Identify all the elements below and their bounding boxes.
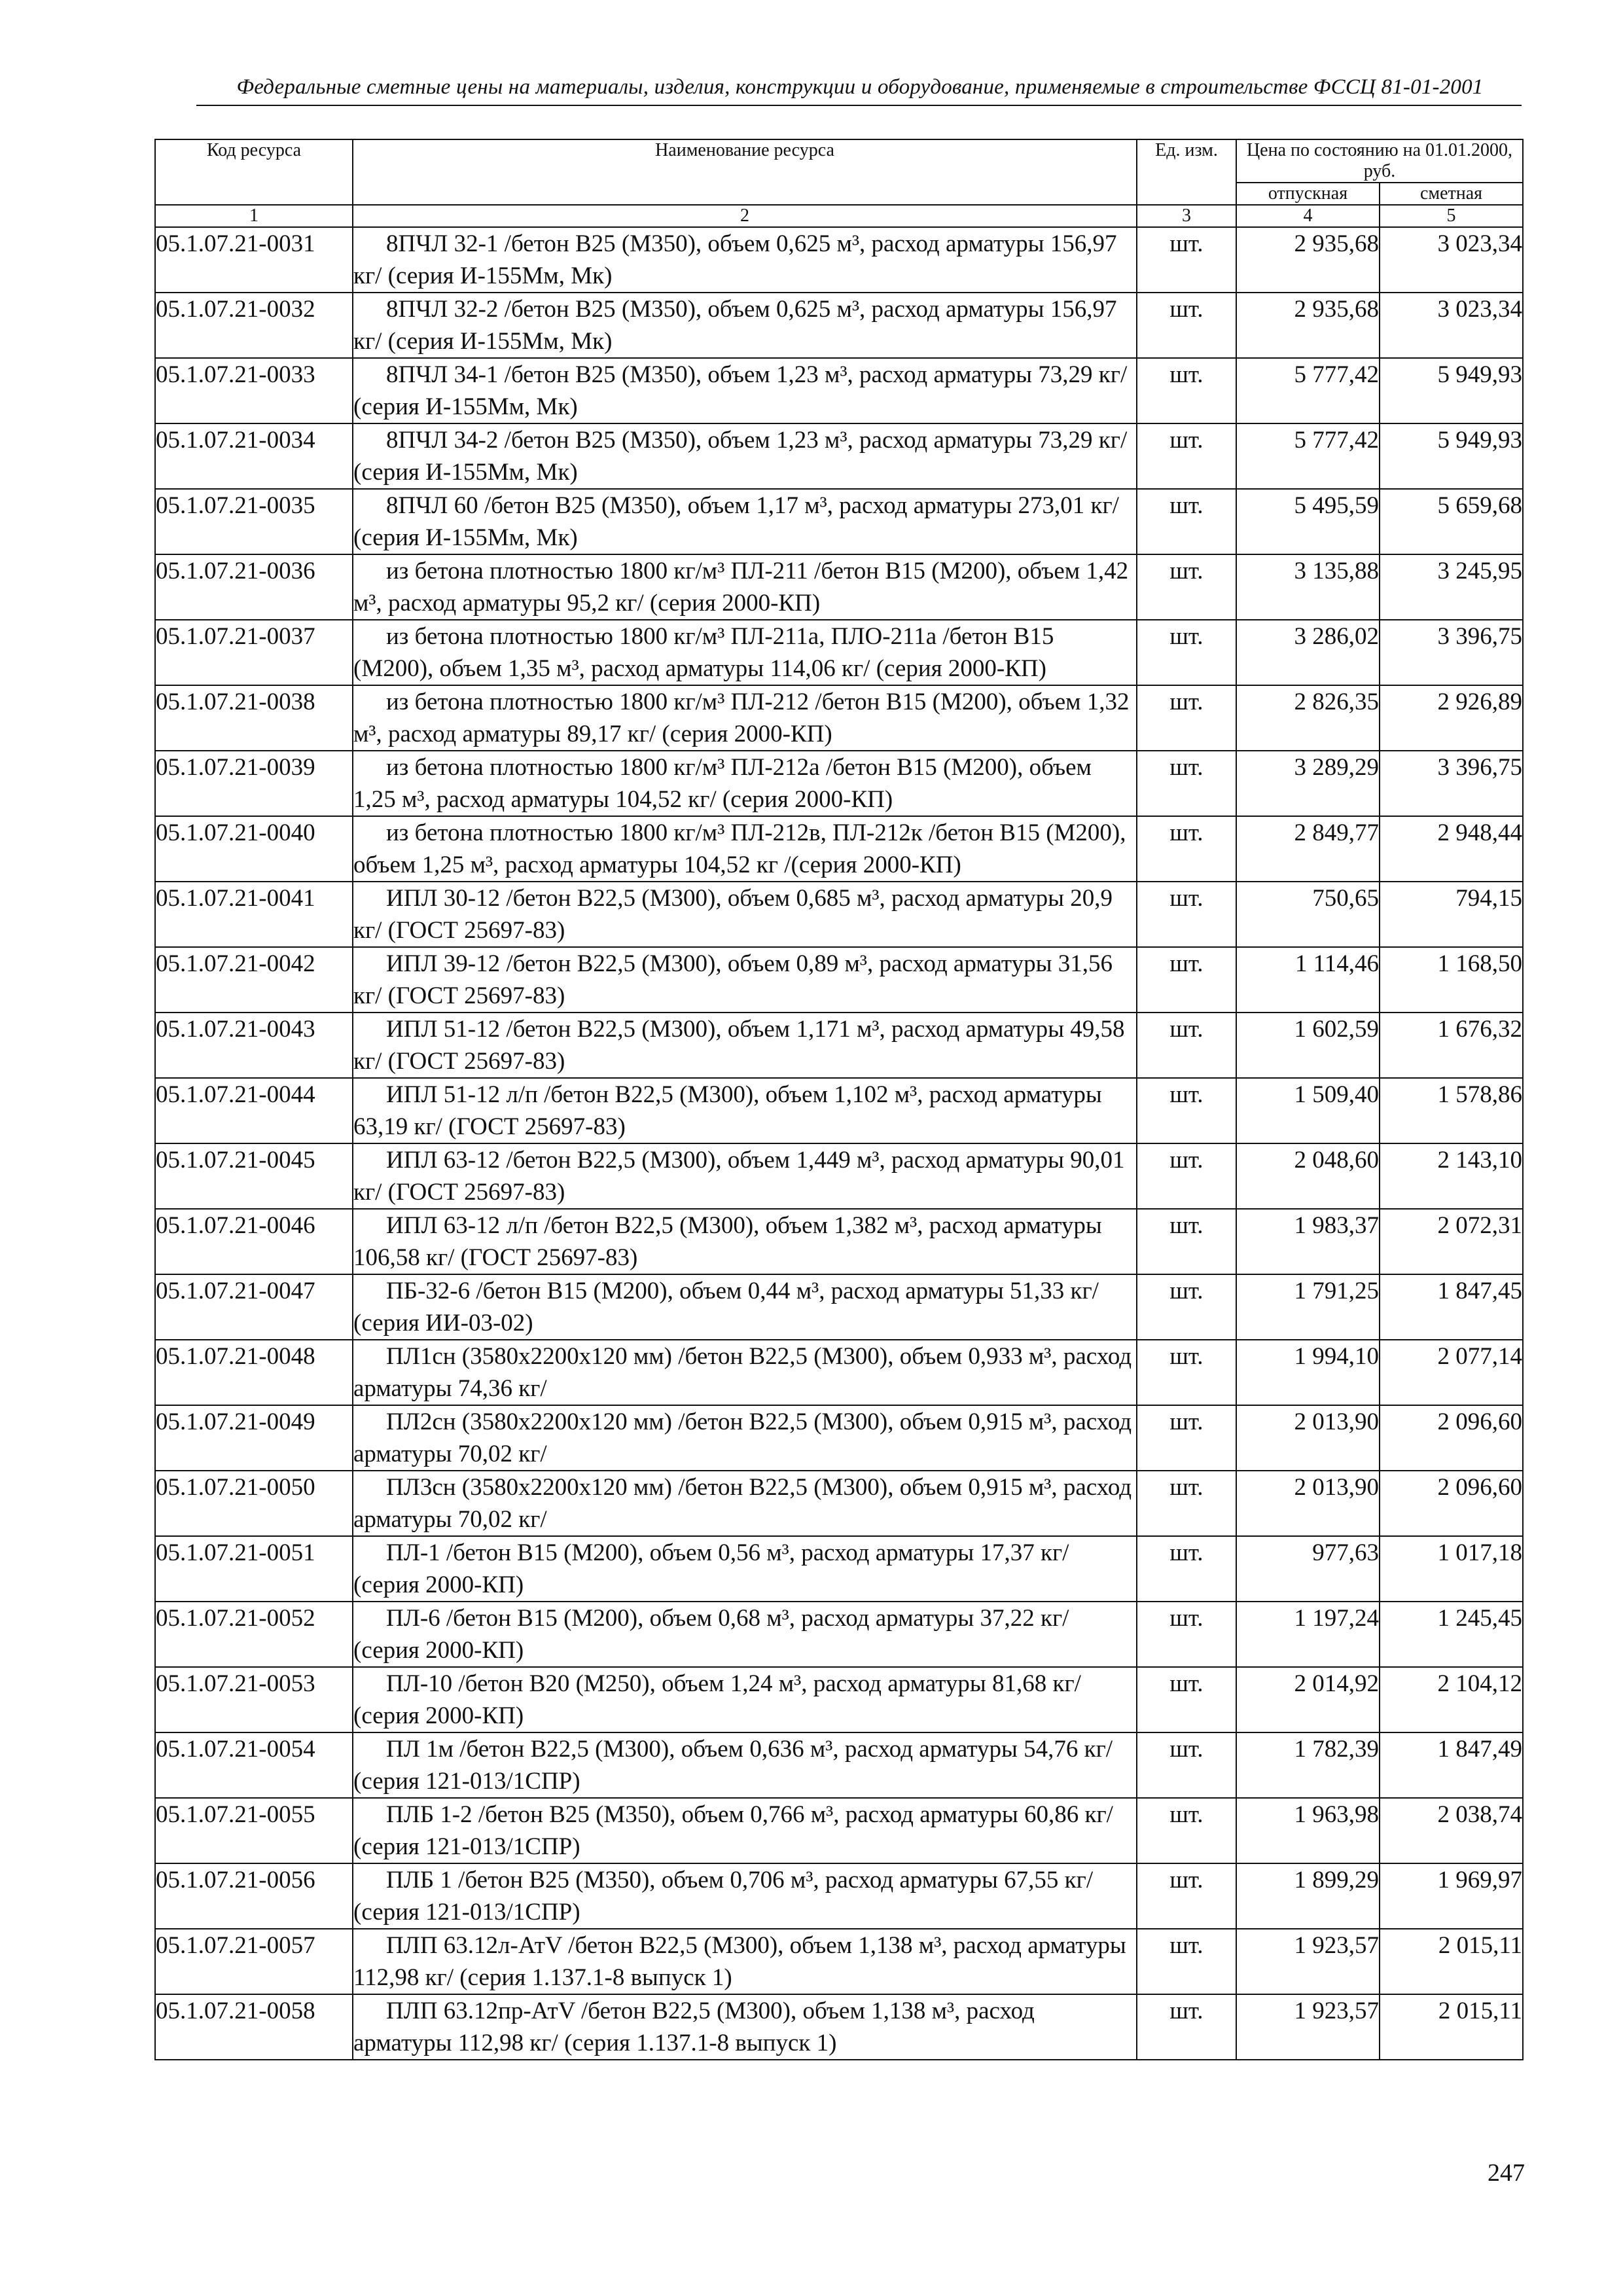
estimate-price-cell: 794,15	[1380, 882, 1523, 947]
estimate-price-cell: 2 143,10	[1380, 1143, 1523, 1209]
resource-code-cell: 05.1.07.21-0045	[155, 1143, 353, 1209]
unit-cell: шт.	[1137, 554, 1236, 620]
unit-cell: шт.	[1137, 227, 1236, 293]
resource-name-cell: из бетона плотностью 1800 кг/м³ ПЛ-212в, ПЛ-212к /бетон В15 (М200), объем 1,25 м³, расход арматуры 104,52 кг /(серия 2000-КП)	[353, 816, 1137, 882]
table-row	[155, 816, 1523, 882]
estimate-price-cell: 1 847,45	[1380, 1274, 1523, 1340]
release-price-cell: 2 849,77	[1236, 816, 1380, 882]
resource-code-cell: 05.1.07.21-0044	[155, 1078, 353, 1143]
release-price-cell: 1 114,46	[1236, 947, 1380, 1013]
resource-name-cell: ИПЛ 51-12 /бетон В22,5 (М300), объем 1,171 м³, расход арматуры 49,58 кг/ (ГОСТ 25697-83)	[353, 1013, 1137, 1078]
release-price-cell: 1 994,10	[1236, 1340, 1380, 1405]
table-row	[155, 1536, 1523, 1602]
col-number-3: 3	[1137, 205, 1236, 227]
resource-name-cell: ПЛ 1м /бетон В22,5 (М300), объем 0,636 м³, расход арматуры 54,76 кг/ (серия 121-013/1СПР)	[353, 1732, 1137, 1798]
table-row	[155, 751, 1523, 816]
unit-cell: шт.	[1137, 1209, 1236, 1274]
unit-cell: шт.	[1137, 685, 1236, 751]
unit-cell: шт.	[1137, 751, 1236, 816]
unit-cell: шт.	[1137, 947, 1236, 1013]
release-price-cell: 2 013,90	[1236, 1405, 1380, 1471]
release-price-cell: 1 197,24	[1236, 1602, 1380, 1667]
release-price-cell: 1 782,39	[1236, 1732, 1380, 1798]
col-number-1: 1	[155, 205, 353, 227]
estimate-price-cell: 1 168,50	[1380, 947, 1523, 1013]
unit-cell: шт.	[1137, 1863, 1236, 1929]
resource-name-cell: 8ПЧЛ 34-1 /бетон В25 (М350), объем 1,23 м³, расход арматуры 73,29 кг/ (серия И-155Мм, Мк)	[353, 358, 1137, 423]
resource-name-cell: ИПЛ 63-12 /бетон В22,5 (М300), объем 1,449 м³, расход арматуры 90,01 кг/ (ГОСТ 25697-83)	[353, 1143, 1137, 1209]
document-running-header: Федеральные сметные цены на материалы, изделия, конструкции и оборудование, применяемые в строительстве ФССЦ 81-01-2001	[236, 75, 1484, 99]
table-row	[155, 685, 1523, 751]
estimate-price-cell: 2 072,31	[1380, 1209, 1523, 1274]
resource-name-cell: ИПЛ 63-12 л/п /бетон В22,5 (М300), объем 1,382 м³, расход арматуры 106,58 кг/ (ГОСТ 25697-83)	[353, 1209, 1137, 1274]
resource-name-cell: ПЛ3сн (3580х2200х120 мм) /бетон В22,5 (М300), объем 0,915 м³, расход арматуры 70,02 кг/	[353, 1471, 1137, 1536]
resource-name-cell: ПЛ-1 /бетон В15 (М200), объем 0,56 м³, расход арматуры 17,37 кг/ (серия 2000-КП)	[353, 1536, 1137, 1602]
col-number-4: 4	[1236, 205, 1380, 227]
resource-name-cell: 8ПЧЛ 34-2 /бетон В25 (М350), объем 1,23 м³, расход арматуры 73,29 кг/ (серия И-155Мм, Мк)	[353, 423, 1137, 489]
table-row	[155, 1274, 1523, 1340]
estimate-price-cell: 2 926,89	[1380, 685, 1523, 751]
release-price-cell: 5 495,59	[1236, 489, 1380, 554]
resource-code-cell: 05.1.07.21-0040	[155, 816, 353, 882]
unit-cell: шт.	[1137, 1994, 1236, 2060]
table-row	[155, 489, 1523, 554]
resource-code-cell: 05.1.07.21-0035	[155, 489, 353, 554]
resource-name-cell: ПЛ2сн (3580х2200х120 мм) /бетон В22,5 (М300), объем 0,915 м³, расход арматуры 70,02 кг/	[353, 1405, 1137, 1471]
table-row	[155, 1078, 1523, 1143]
resource-name-cell: ПЛ-6 /бетон В15 (М200), объем 0,68 м³, расход арматуры 37,22 кг/ (серия 2000-КП)	[353, 1602, 1137, 1667]
release-price-cell: 1 923,57	[1236, 1929, 1380, 1994]
resource-code-cell: 05.1.07.21-0036	[155, 554, 353, 620]
release-price-cell: 5 777,42	[1236, 423, 1380, 489]
release-price-cell: 750,65	[1236, 882, 1380, 947]
unit-cell: шт.	[1137, 358, 1236, 423]
resource-code-cell: 05.1.07.21-0031	[155, 227, 353, 293]
table-row	[155, 227, 1523, 293]
release-price-cell: 1 899,29	[1236, 1863, 1380, 1929]
resource-code-cell: 05.1.07.21-0039	[155, 751, 353, 816]
resource-name-cell: из бетона плотностью 1800 кг/м³ ПЛ-211а, ПЛО-211а /бетон В15 (М200), объем 1,35 м³, расход арматуры 114,06 кг/ (серия 2000-КП)	[353, 620, 1137, 685]
release-price-cell: 1 602,59	[1236, 1013, 1380, 1078]
release-price-cell: 2 935,68	[1236, 227, 1380, 293]
unit-cell: шт.	[1137, 1798, 1236, 1863]
unit-cell: шт.	[1137, 1471, 1236, 1536]
unit-cell: шт.	[1137, 620, 1236, 685]
estimate-price-cell: 2 096,60	[1380, 1471, 1523, 1536]
resource-code-cell: 05.1.07.21-0032	[155, 293, 353, 358]
estimate-price-cell: 3 245,95	[1380, 554, 1523, 620]
resource-name-cell: ПЛП 63.12л-АтV /бетон В22,5 (М300), объем 1,138 м³, расход арматуры 112,98 кг/ (серия 1.137.1-8 выпуск 1)	[353, 1929, 1137, 1994]
release-price-cell: 1 923,57	[1236, 1994, 1380, 2060]
table-row	[155, 1798, 1523, 1863]
resource-name-cell: ПЛБ 1-2 /бетон В25 (М350), объем 0,766 м³, расход арматуры 60,86 кг/ (серия 121-013/1СПР)	[353, 1798, 1137, 1863]
resource-name-cell: 8ПЧЛ 60 /бетон В25 (М350), объем 1,17 м³, расход арматуры 273,01 кг/ (серия И-155Мм, Мк)	[353, 489, 1137, 554]
unit-cell: шт.	[1137, 882, 1236, 947]
resource-name-cell: 8ПЧЛ 32-1 /бетон В25 (М350), объем 0,625 м³, расход арматуры 156,97 кг/ (серия И-155Мм, Мк)	[353, 227, 1137, 293]
table-row	[155, 1340, 1523, 1405]
resource-name-cell: из бетона плотностью 1800 кг/м³ ПЛ-211 /бетон В15 (М200), объем 1,42 м³, расход арматуры 95,2 кг/ (серия 2000-КП)	[353, 554, 1137, 620]
unit-cell: шт.	[1137, 1078, 1236, 1143]
estimate-price-cell: 1 245,45	[1380, 1602, 1523, 1667]
release-price-cell: 3 286,02	[1236, 620, 1380, 685]
estimate-price-cell: 2 015,11	[1380, 1994, 1523, 2060]
unit-cell: шт.	[1137, 1602, 1236, 1667]
col-number-2: 2	[353, 205, 1137, 227]
release-price-cell: 3 135,88	[1236, 554, 1380, 620]
estimate-price-cell: 5 659,68	[1380, 489, 1523, 554]
resource-name-cell: ПЛ1сн (3580х2200х120 мм) /бетон В22,5 (М300), объем 0,933 м³, расход арматуры 74,36 кг/	[353, 1340, 1137, 1405]
col-header-code: Код ресурса	[155, 139, 353, 205]
estimate-price-cell: 1 578,86	[1380, 1078, 1523, 1143]
table-row	[155, 1143, 1523, 1209]
release-price-cell: 5 777,42	[1236, 358, 1380, 423]
estimate-price-cell: 3 023,34	[1380, 227, 1523, 293]
resource-code-cell: 05.1.07.21-0041	[155, 882, 353, 947]
unit-cell: шт.	[1137, 1732, 1236, 1798]
col-header-unit: Ед. изм.	[1137, 139, 1236, 205]
price-table-head	[155, 139, 1523, 227]
resource-name-cell: ИПЛ 51-12 л/п /бетон В22,5 (М300), объем 1,102 м³, расход арматуры 63,19 кг/ (ГОСТ 25697-83)	[353, 1078, 1137, 1143]
price-table-body	[155, 227, 1523, 2060]
estimate-price-cell: 3 396,75	[1380, 751, 1523, 816]
resource-name-cell: 8ПЧЛ 32-2 /бетон В25 (М350), объем 0,625 м³, расход арматуры 156,97 кг/ (серия И-155Мм, Мк)	[353, 293, 1137, 358]
resource-code-cell: 05.1.07.21-0056	[155, 1863, 353, 1929]
release-price-cell: 1 983,37	[1236, 1209, 1380, 1274]
estimate-price-cell: 1 969,97	[1380, 1863, 1523, 1929]
unit-cell: шт.	[1137, 1405, 1236, 1471]
estimate-price-cell: 3 023,34	[1380, 293, 1523, 358]
resource-name-cell: ПЛ-10 /бетон В20 (М250), объем 1,24 м³, расход арматуры 81,68 кг/ (серия 2000-КП)	[353, 1667, 1137, 1732]
estimate-price-cell: 1 676,32	[1380, 1013, 1523, 1078]
table-row	[155, 1994, 1523, 2060]
table-row	[155, 1929, 1523, 1994]
resource-code-cell: 05.1.07.21-0038	[155, 685, 353, 751]
table-row	[155, 1405, 1523, 1471]
estimate-price-cell: 1 017,18	[1380, 1536, 1523, 1602]
resource-code-cell: 05.1.07.21-0037	[155, 620, 353, 685]
resource-code-cell: 05.1.07.21-0034	[155, 423, 353, 489]
col-number-5: 5	[1380, 205, 1523, 227]
resource-code-cell: 05.1.07.21-0042	[155, 947, 353, 1013]
estimate-price-cell: 5 949,93	[1380, 423, 1523, 489]
estimate-price-cell: 5 949,93	[1380, 358, 1523, 423]
estimate-price-cell: 2 096,60	[1380, 1405, 1523, 1471]
resource-code-cell: 05.1.07.21-0051	[155, 1536, 353, 1602]
resource-name-cell: из бетона плотностью 1800 кг/м³ ПЛ-212а /бетон В15 (М200), объем 1,25 м³, расход арматуры 104,52 кг/ (серия 2000-КП)	[353, 751, 1137, 816]
unit-cell: шт.	[1137, 1929, 1236, 1994]
resource-code-cell: 05.1.07.21-0050	[155, 1471, 353, 1536]
release-price-cell: 1 509,40	[1236, 1078, 1380, 1143]
col-header-estimate-price: сметная	[1380, 183, 1523, 205]
header-rule	[196, 105, 1522, 106]
table-row	[155, 1209, 1523, 1274]
resource-code-cell: 05.1.07.21-0057	[155, 1929, 353, 1994]
resource-name-cell: ПЛБ 1 /бетон В25 (М350), объем 0,706 м³, расход арматуры 67,55 кг/ (серия 121-013/1СПР)	[353, 1863, 1137, 1929]
resource-name-cell: из бетона плотностью 1800 кг/м³ ПЛ-212 /бетон В15 (М200), объем 1,32 м³, расход арматуры 89,17 кг/ (серия 2000-КП)	[353, 685, 1137, 751]
release-price-cell: 3 289,29	[1236, 751, 1380, 816]
unit-cell: шт.	[1137, 489, 1236, 554]
resource-code-cell: 05.1.07.21-0054	[155, 1732, 353, 1798]
estimate-price-cell: 2 104,12	[1380, 1667, 1523, 1732]
unit-cell: шт.	[1137, 423, 1236, 489]
estimate-price-cell: 3 396,75	[1380, 620, 1523, 685]
resource-code-cell: 05.1.07.21-0049	[155, 1405, 353, 1471]
unit-cell: шт.	[1137, 816, 1236, 882]
page-number: 247	[1488, 2159, 1525, 2187]
resource-code-cell: 05.1.07.21-0058	[155, 1994, 353, 2060]
table-row	[155, 1732, 1523, 1798]
resource-code-cell: 05.1.07.21-0046	[155, 1209, 353, 1274]
table-row	[155, 882, 1523, 947]
release-price-cell: 2 826,35	[1236, 685, 1380, 751]
table-row	[155, 1013, 1523, 1078]
unit-cell: шт.	[1137, 1143, 1236, 1209]
table-row	[155, 947, 1523, 1013]
release-price-cell: 1 791,25	[1236, 1274, 1380, 1340]
resource-code-cell: 05.1.07.21-0043	[155, 1013, 353, 1078]
resource-code-cell: 05.1.07.21-0052	[155, 1602, 353, 1667]
table-row	[155, 1602, 1523, 1667]
unit-cell: шт.	[1137, 1340, 1236, 1405]
table-row	[155, 1471, 1523, 1536]
resource-code-cell: 05.1.07.21-0047	[155, 1274, 353, 1340]
col-header-price: Цена по состоянию на 01.01.2000, руб.	[1236, 139, 1523, 183]
table-row	[155, 423, 1523, 489]
price-table	[154, 139, 1524, 2060]
table-row	[155, 358, 1523, 423]
resource-name-cell: ИПЛ 30-12 /бетон В22,5 (М300), объем 0,685 м³, расход арматуры 20,9 кг/ (ГОСТ 25697-83)	[353, 882, 1137, 947]
col-header-release-price: отпускная	[1236, 183, 1380, 205]
unit-cell: шт.	[1137, 293, 1236, 358]
estimate-price-cell: 2 015,11	[1380, 1929, 1523, 1994]
unit-cell: шт.	[1137, 1667, 1236, 1732]
resource-code-cell: 05.1.07.21-0053	[155, 1667, 353, 1732]
table-row	[155, 1667, 1523, 1732]
col-header-name: Наименование ресурса	[353, 139, 1137, 205]
unit-cell: шт.	[1137, 1274, 1236, 1340]
unit-cell: шт.	[1137, 1536, 1236, 1602]
estimate-price-cell: 1 847,49	[1380, 1732, 1523, 1798]
release-price-cell: 977,63	[1236, 1536, 1380, 1602]
resource-code-cell: 05.1.07.21-0033	[155, 358, 353, 423]
release-price-cell: 2 014,92	[1236, 1667, 1380, 1732]
resource-code-cell: 05.1.07.21-0048	[155, 1340, 353, 1405]
resource-name-cell: ПЛП 63.12пр-АтV /бетон В22,5 (М300), объем 1,138 м³, расход арматуры 112,98 кг/ (серия 1.137.1-8 выпуск 1)	[353, 1994, 1137, 2060]
release-price-cell: 2 048,60	[1236, 1143, 1380, 1209]
estimate-price-cell: 2 038,74	[1380, 1798, 1523, 1863]
resource-code-cell: 05.1.07.21-0055	[155, 1798, 353, 1863]
release-price-cell: 1 963,98	[1236, 1798, 1380, 1863]
unit-cell: шт.	[1137, 1013, 1236, 1078]
release-price-cell: 2 935,68	[1236, 293, 1380, 358]
resource-name-cell: ИПЛ 39-12 /бетон В22,5 (М300), объем 0,89 м³, расход арматуры 31,56 кг/ (ГОСТ 25697-83)	[353, 947, 1137, 1013]
resource-name-cell: ПБ-32-6 /бетон В15 (М200), объем 0,44 м³, расход арматуры 51,33 кг/ (серия ИИ-03-02)	[353, 1274, 1137, 1340]
table-row	[155, 554, 1523, 620]
estimate-price-cell: 2 948,44	[1380, 816, 1523, 882]
table-row	[155, 620, 1523, 685]
table-row	[155, 1863, 1523, 1929]
table-row	[155, 293, 1523, 358]
release-price-cell: 2 013,90	[1236, 1471, 1380, 1536]
estimate-price-cell: 2 077,14	[1380, 1340, 1523, 1405]
